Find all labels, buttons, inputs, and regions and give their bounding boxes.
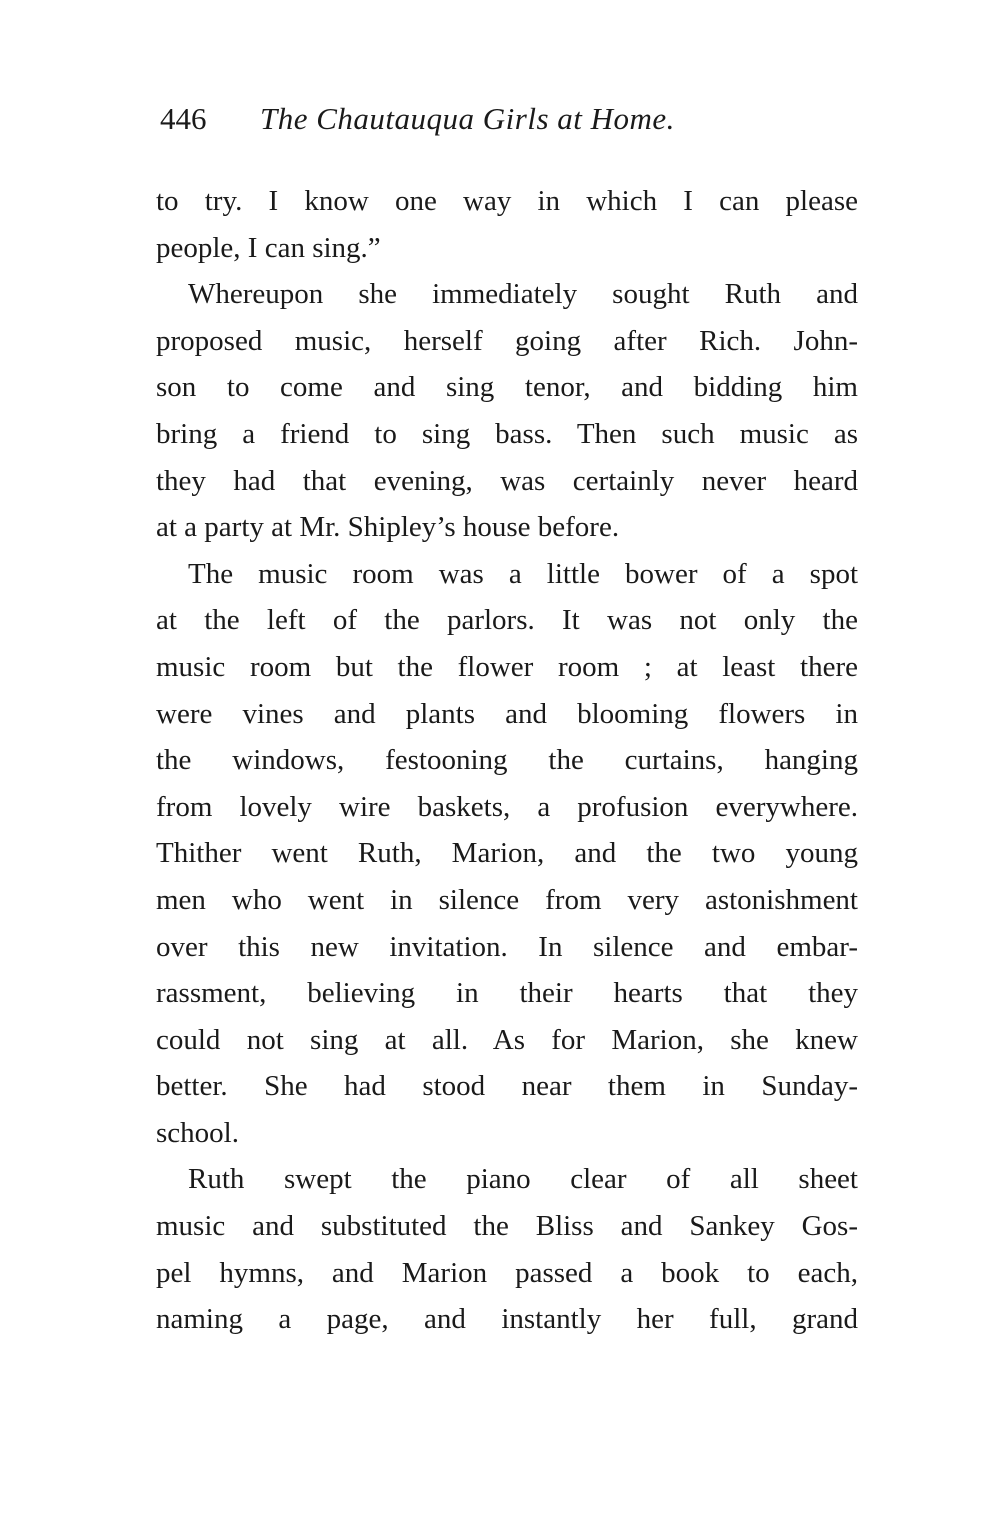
body-text (156, 178, 858, 1343)
text-line: could not sing at all. As for Marion, she knew (156, 1023, 858, 1056)
text-line: Ruth swept the piano clear of all sheet (188, 1163, 858, 1196)
text-line: Whereupon she immediately sought Ruth and (188, 278, 858, 311)
text-line: over this new invitation. In silence and embar- (156, 930, 858, 963)
running-header (160, 96, 860, 142)
text-line: Thither went Ruth, Marion, and the two young (156, 837, 858, 870)
text-line: rassment, believing in their hearts that they (156, 977, 858, 1010)
running-title: The Chautauqua Girls at Home. (260, 101, 675, 136)
text-line: bring a friend to sing bass. Then such music as (156, 417, 858, 450)
text-line: men who went in silence from very astonishment (156, 883, 858, 916)
text-line: were vines and plants and blooming flowers in (156, 697, 858, 730)
text-line: at a party at Mr. Shipley’s house before. (156, 511, 620, 544)
text-line: pel hymns, and Marion passed a book to each, (156, 1256, 858, 1289)
text-line: people, I can sing.” (156, 231, 381, 264)
text-line: The music room was a little bower of a spot (188, 557, 858, 590)
page-number: 446 (160, 101, 207, 136)
text-line: son to come and sing tenor, and bidding him (156, 371, 858, 404)
text-line: at the left of the parlors. It was not only the (156, 604, 858, 637)
text-line: music and substituted the Bliss and Sankey Gos- (156, 1210, 858, 1243)
text-line: naming a page, and instantly her full, grand (156, 1303, 858, 1336)
text-line: school. (156, 1116, 239, 1149)
text-line: better. She had stood near them in Sunday- (156, 1070, 858, 1103)
text-line: the windows, festooning the curtains, hanging (156, 744, 858, 777)
text-line: they had that evening, was certainly never heard (156, 464, 858, 497)
text-line: music room but the flower room ; at least there (156, 650, 858, 683)
text-line: from lovely wire baskets, a profusion everywhere. (156, 790, 858, 823)
text-line: proposed music, herself going after Rich. John- (156, 324, 858, 357)
text-line: to try. I know one way in which I can please (156, 185, 858, 217)
